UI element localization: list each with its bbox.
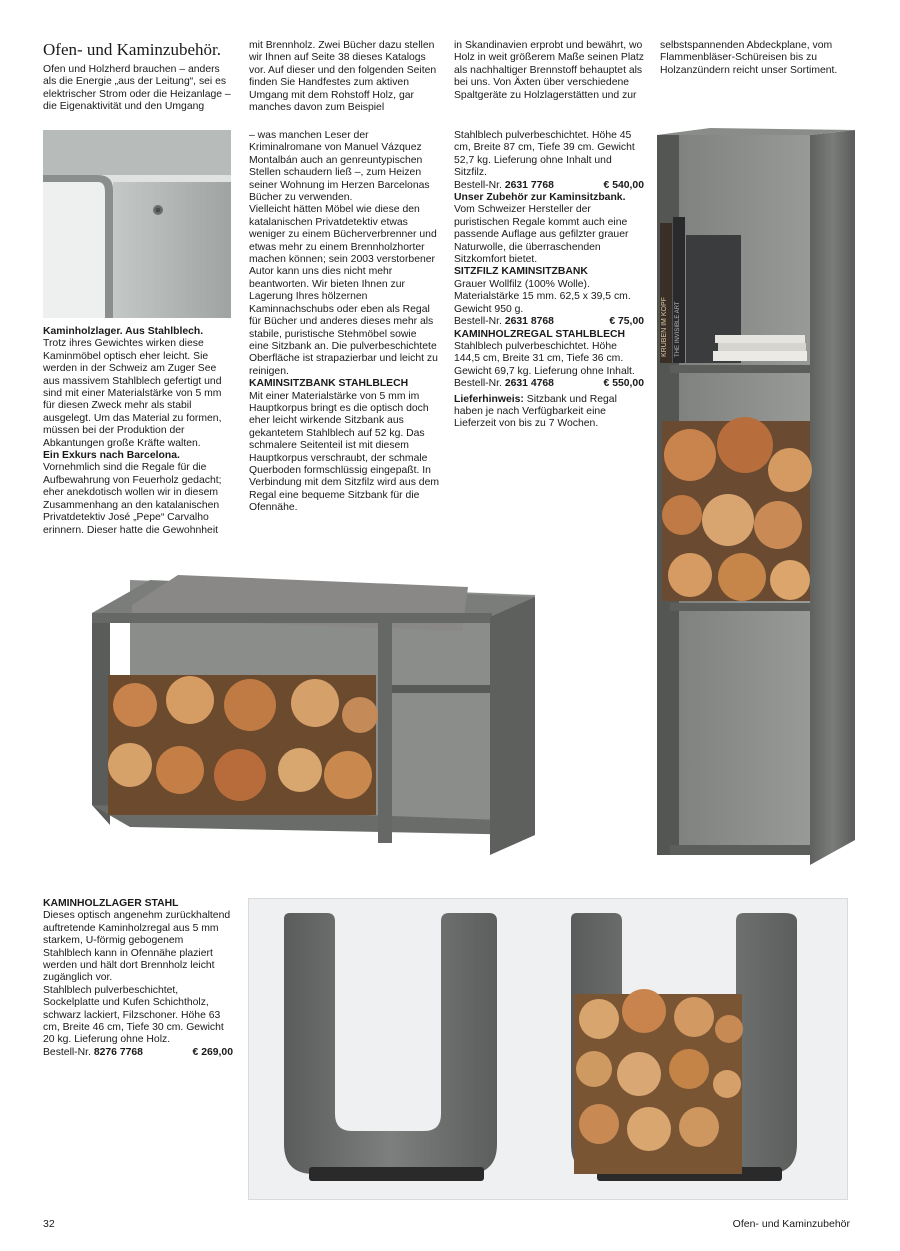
page-title: Ofen- und Kaminzubehör. [43,40,221,59]
kaminholzregal-illustration [650,125,860,870]
spec-kaminholzregal: Stahlblech pulverbeschichtet. Höhe 144,5 cm, Breite 31 cm, Tiefe 36 cm. Gewicht 69,7 kg. Lieferung ohne Inhalt. [454,340,635,377]
delivery-note-label: Lieferhinweis: [454,393,524,405]
text-kaminsitzbank: Mit einer Materialstärke von 5 mm im Hauptkorpus bringt es die optisch doch eher leicht wirkende Sitzbank aus gekantetem Stahlblech auf 52 kg. Das schmalere Seitenteil ist mit diesem Hauptkorpus verschraubt, der schmale Querboden formschlüssig eingepaßt. In Verbindung mit dem Sitzfilz wird aus dem Regal eine bequeme Sitzbank für die Ofennähe. [249,390,439,514]
heading-sitzfilz: SITZFILZ KAMINSITZBANK [454,266,588,278]
footer-section-title: Ofen- und Kaminzubehör [732,1218,850,1230]
text-moebel: Vielleicht hätten Möbel wie diese den katalanischen Privatdetektiv etwas weniger zu einem Bücherverbrenner und etwas mehr zu einem Brennholzhorter machen können; sein 2003 verstorbener Autor kann uns dies nicht mehr beantworten. Wir bieten Ihnen zur Lagerung Ihres hölzernen Kaminnachschubs oder eben als Regal für Bücher und anderes dieses mehr als stabile, puristische Stehmöbel sowie eine Sitzbank an. Die pulverbeschichtete Oberfläche ist strapazierbar und leicht zu reinigen. [249,204,438,377]
text-kaminholzlager: Trotz ihres Gewichtes wirken diese Kaminmöbel optisch eher leicht. Sie werden in der Schweiz am Zuger See aus massivem Stahlblech gefertigt und sind mit einer Materialstärke von 5 mm für diesen Zweck mehr als stabil ausgelegt. Um das Material zu formen, müssen bei der Produktion der Abkantungen große Kräfte walten. [43,338,222,449]
kaminsitzbank-illustration [90,565,540,860]
column-1-top [43,40,233,114]
spec-kaminholzlager-stahl: Stahlblech pulverbeschichtet, Sockelplatte und Kufen Schichtholz, schwarz lackiert, Filzschoner. Höhe 63 cm, Breite 46 cm, Tiefe 30 cm. Gewicht 20 kg. Lieferung ohne Holz. [43,984,224,1046]
order-line-kaminholzregal [454,378,644,390]
heading-kaminholzregal: KAMINHOLZREGAL STAHLBLECH [454,328,626,340]
price: € 540,00 [603,179,644,191]
text-carvalho: – was manchen Leser der Kriminalromane von Manuel Vázquez Montalbán auch an genreuntypischen Stellen schaudern ließ –, zum Heizen seiner Wohnung im Herzen Barcelonas Bücher zu verwenden. [249,130,430,204]
firewood-stack [662,417,812,601]
column-4-top [660,40,860,77]
heading-kaminsitzbank: KAMINSITZBANK STAHLBLECH [249,378,409,390]
order-line-sitzbank [454,180,644,192]
intro-text: Ofen und Holzherd brauchen – anders als die Energie „aus der Leitung“, sei es elektrischer Strom oder die Heizanlage – die Eigenaktivität und den Umgang [43,64,231,113]
page-number: 32 [43,1218,55,1230]
heading-kaminholzlager: Kaminholzlager. Aus Stahlblech. [43,326,204,337]
order-number: 2631 7768 [504,179,554,191]
text-zubehoer: Vom Schweizer Hersteller der puristischen Regale kommt auch eine passende Auflage aus gefilzter grauer Naturwolle, die überraschenden Sitzkomfort bietet. [454,204,629,266]
order-line-kaminholzlager-stahl [43,1047,233,1059]
order-number: 2631 4768 [504,378,554,390]
delivery-note-text: Sitzbank und Regal haben je nach Verfügbarkeit eine Lieferzeit von bis zu 7 Wochen. [454,393,617,430]
col2-top-text: mit Brennholz. Zwei Bücher dazu stellen wir Ihnen auf Seite 38 dieses Katalogs vor. Auf dieser und den folgenden Seiten finden Sie Handfestes zum aktiven Umgang mit dem Rohstoff Holz, gar manches davon zum Beispiel [249,40,437,114]
price: € 550,00 [603,378,644,390]
order-number: 2631 8768 [504,316,554,328]
order-label: Bestell-Nr. [454,316,502,328]
order-line-sitzfilz [454,316,644,328]
column-3-mid [454,130,644,431]
heading-zubehoer: Unser Zubehör zur Kaminsitzbank. [454,192,626,204]
price: € 75,00 [609,316,644,328]
order-label: Bestell-Nr. [43,1046,91,1058]
order-label: Bestell-Nr. [454,378,502,390]
tall-shelf-photo [650,125,860,870]
spec-sitzfilz: Grauer Wollfilz (100% Wolle). Materialstärke 15 mm. 62,5 x 39,5 cm. Gewicht 950 g. [454,278,631,315]
u-holder-photo [248,898,848,1200]
u-holder-firewood [574,989,743,1174]
order-number: 8276 7768 [93,1046,143,1058]
heading-kaminholzlager-stahl: KAMINHOLZLAGER STAHL [43,898,179,909]
bench-firewood [108,675,378,815]
text-kaminholzlager-stahl: Dieses optisch angenehm zurückhaltend auftretende Kaminholzregal aus 5 mm starkem, U-förmig gebogenem Stahlblech kann in Ofennähe plaziert werden und hält dort Brennholz leicht zugänglich vor. [43,910,231,984]
steel-corner-detail-photo [43,130,231,318]
spec-sitzbank: Stahlblech pulverbeschichtet. Höhe 45 cm, Breite 87 cm, Tiefe 39 cm. Gewicht 52,7 kg. Lieferung ohne Inhalt und Sitzfilz. [454,130,635,179]
col4-top-text: selbstspannenden Abdeckplane, vom Flammenbläser-Schüreisen bis zu Holzanzündern reicht unser Sortiment. [660,40,838,76]
column-2-top [249,40,439,114]
order-label: Bestell-Nr. [454,179,502,191]
column-1-mid [43,326,233,537]
delivery-note [454,394,644,431]
bottom-left-text [43,898,233,1059]
bench-photo [90,565,540,860]
col3-top-text: in Skandinavien erprobt und bewährt, wo Holz in weit größerem Maße seinen Platz als nachhaltiger Brennstoff behauptet als bei uns. Von Äxten über verschiedene Spaltgeräte zu Holzlagerstätten und zur [454,40,644,101]
price: € 269,00 [192,1046,233,1058]
column-2-mid [249,130,439,515]
text-barcelona: Vornehmlich sind die Regale für die Aufbewahrung von Feuerholz gedacht; eher anekdotisch wollen wir in diesem Zusammenhang an den katalanischen Privatdetektiv José „Pepe“ Carvalho erinnern. Dieser hatte die Gewohnheit [43,462,222,536]
heading-barcelona: Ein Exkurs nach Barcelona. [43,450,180,462]
u-holder-illustration [249,899,847,1199]
column-3-top [454,40,644,102]
book-spine-1: KRUBEN IM KOPF [661,297,668,357]
steel-corner-illustration [43,130,231,318]
book-spine-2: THE INVISIBLE ART [675,301,681,357]
